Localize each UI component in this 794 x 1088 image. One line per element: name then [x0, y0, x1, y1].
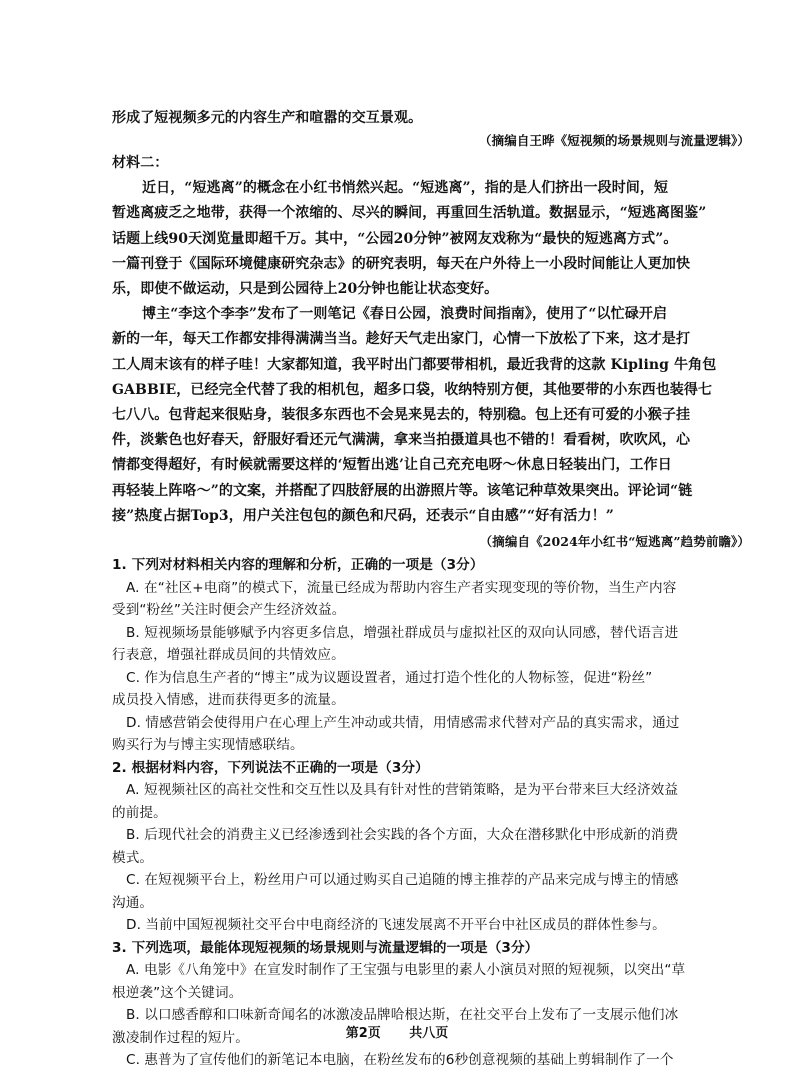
option-c-continued: 沟通。 [112, 894, 154, 911]
source-citation-1: （摘编自王晔《短视频的场景规则与流量逻辑》） [479, 132, 750, 148]
material-2-paragraph-1 [112, 176, 750, 302]
text-line: 新的一年，每天工作都安排得满满当当。趁好天气走出家门，心情一下放松了下来，这才是打 [112, 331, 691, 348]
text-line: 近日，“短逃离”的概念在小红书悄然兴起。“短逃离”，指的是人们挤出一段时间，短 [142, 180, 669, 197]
option-a: A. 在“社区+电商”的模式下，流量已经成为帮助内容生产者实现变现的等价物，当生产内容 [126, 579, 677, 596]
question-stem: 2. 根据材料内容，下列说法不正确的一项是（3分） [112, 759, 429, 776]
page-number: 第2页 [345, 1026, 381, 1041]
text-line: 博主“李这个李李”发布了一则笔记《春日公园，浪费时间指南》，使用了“以忙碌开启 [142, 306, 668, 323]
text-line: 暂逃离疲乏之地带，获得一个浓缩的、尽兴的瞬间，再重回生活轨道。数据显示，“短逃离图鉴” [112, 205, 707, 222]
material-2 [112, 151, 750, 554]
text-line: 工人周末该有的样子哇！大家都知道，我平时出门都要带相机，最近我背的这款 Kipling 牛角包 [112, 356, 717, 373]
option-b: B. 短视频场景能够赋予内容更多信息，增强社群成员与虚拟社区的双向认同感，替代语言进 [126, 624, 679, 641]
option-a: A. 短视频社区的高社交性和交互性以及具有针对性的营销策略，是为平台带来巨大经济效益 [126, 782, 679, 799]
text-line: 七八八。包背起来很贴身，装很多东西也不会晃来晃去的，特别稳。包上还有可爱的小猴子挂 [112, 407, 691, 424]
text-line: 件，淡紫色也好春天，舒服好看还元气满满，拿来当拍摄道具也不错的！看看树，吹吹风，心 [112, 432, 691, 449]
option-b: B. 以口感香醇和口味新奇闻名的冰激凌品牌哈根达斯，在社交平台上发布了一支展示他们冰 [126, 1007, 679, 1024]
option-c: C. 惠普为了宣传他们的新笔记本电脑，在粉丝发布的6秒创意视频的基础上剪辑制作了一个 [126, 1052, 674, 1069]
option-a-continued: 的前提。 [112, 804, 167, 821]
option-d: D. 情感营销会使得用户在心理上产生冲动或共情，用情感需求代替对产品的真实需求，通过 [126, 714, 680, 731]
option-a-continued: 根逆袭”这个关键词。 [112, 984, 243, 1001]
text-line: 乐，即使不做运动，只是到公园待上20分钟也能让状态变好。 [112, 281, 499, 298]
text-line: 再轻装上阵咯～”的文案，并搭配了四肢舒展的出游照片等。该笔记种草效果突出。评论词“链 [112, 482, 693, 499]
material-2-heading: 材料二： [112, 155, 169, 171]
option-b-continued: 激凌制作过程的短片。 [112, 1029, 249, 1046]
lead-line: 形成了短视频多元的内容生产和喧嚣的交互景观。 [112, 110, 423, 126]
option-a: A. 电影《八角笼中》在宣发时制作了王宝强与电影里的素人小演员对照的短视频，以突出“草 [126, 962, 686, 979]
question-stem: 3. 下列选项，最能体现短视频的场景规则与流量逻辑的一项是（3分） [112, 939, 539, 956]
option-b: B. 后现代社会的消费主义已经渗透到社会实践的各个方面，大众在潜移默化中形成新的消费 [126, 827, 679, 844]
question-3 [112, 937, 750, 1072]
option-a-continued: 受到“粉丝”关注时便会产生经济效益。 [112, 602, 346, 619]
question-stem: 1. 下列对材料相关内容的理解和分析，正确的一项是（3分） [112, 557, 484, 574]
option-b-continued: 行表意，增强社群成员间的共情效应。 [112, 647, 345, 664]
option-c-continued: 成员投入情感，进而获得更多的流量。 [112, 692, 345, 709]
question-2 [112, 757, 750, 937]
option-b-continued: 模式。 [112, 849, 154, 866]
option-c: C. 作为信息生产者的“博主”成为议题设置者，通过打造个性化的人物标签，促进“粉丝” [126, 669, 653, 686]
page-total: 共八页 [409, 1026, 449, 1041]
option-d-continued: 购买行为与博主实现情感联结。 [112, 737, 304, 754]
text-line: GABBIE，已经完全代替了我的相机包，超多口袋，收纳特别方便，其他要带的小东西也装得七 [112, 381, 713, 398]
option-d: D. 当前中国短视频社交平台中电商经济的飞速发展离不开平台中社区成员的群体性参与。 [126, 917, 666, 934]
material-2-paragraph-2 [112, 302, 750, 529]
text-line: 情都变得超好，有时候就需要这样的‘短暂出逃’让自己充充电呀～休息日轻装出门，工作日 [112, 457, 672, 474]
question-1 [112, 554, 750, 757]
text-line: 话题上线90天浏览量即超千万。其中，“公园20分钟”被网友戏称为“最快的短逃离方式”。 [112, 230, 678, 247]
text-line: 一篇刊登于《国际环境健康研究杂志》的研究表明，每天在户外待上一小段时间能让人更加快 [112, 255, 691, 272]
option-c: C. 在短视频平台上，粉丝用户可以通过购买自己追随的博主推荐的产品来完成与博主的情感 [126, 872, 679, 889]
page-footer [0, 1022, 794, 1041]
text-line: 接”热度占据Top3，用户关注包包的颜色和尺码，还表示“自由感”“好有活力！” [112, 507, 614, 524]
source-citation-2: （摘编自《2024年小红书“短逃离”趋势前瞻》） [479, 534, 750, 550]
